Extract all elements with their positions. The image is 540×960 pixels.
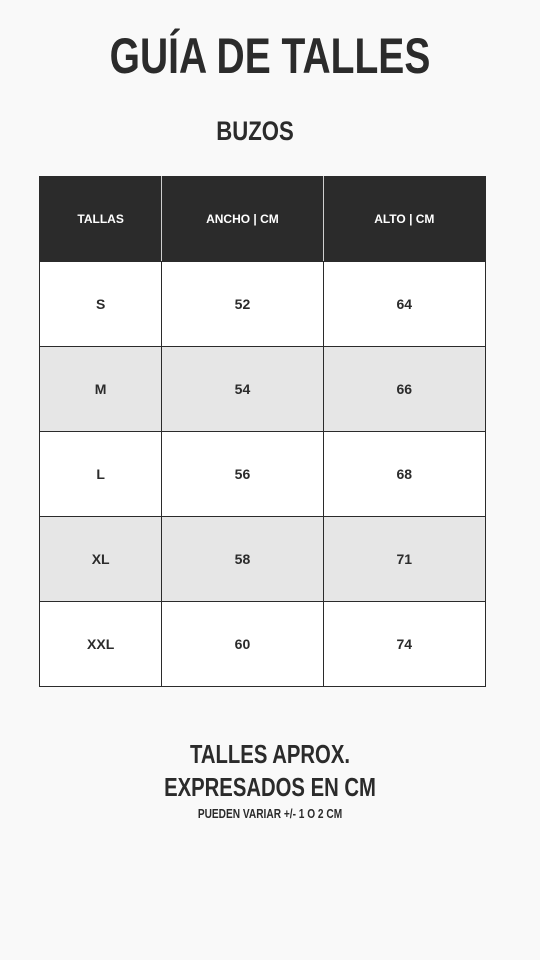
cell-ancho: 52 (162, 262, 323, 347)
cell-ancho: 58 (162, 517, 323, 602)
cell-alto: 68 (323, 432, 485, 517)
cell-size: XL (40, 517, 162, 602)
table-row (40, 517, 486, 602)
table-row (40, 262, 486, 347)
cell-ancho: 56 (162, 432, 323, 517)
header-tallas: TALLAS (40, 177, 162, 262)
footer-note-line-1: TALLES APROX. (190, 739, 350, 769)
cell-alto: 66 (323, 347, 485, 432)
size-table (39, 176, 486, 687)
cell-size: XXL (40, 602, 162, 687)
table-row (40, 602, 486, 687)
page-title: GUÍA DE TALLES (109, 28, 431, 84)
cell-alto: 74 (323, 602, 485, 687)
header-ancho: ANCHO | CM (162, 177, 323, 262)
cell-size: L (40, 432, 162, 517)
cell-ancho: 54 (162, 347, 323, 432)
header-alto: ALTO | CM (323, 177, 485, 262)
page-subtitle: BUZOS (216, 116, 294, 146)
table-header-row (40, 177, 486, 262)
table-row (40, 347, 486, 432)
table-row (40, 432, 486, 517)
footer-note-line-3: PUEDEN VARIAR +/- 1 O 2 CM (197, 806, 343, 821)
cell-alto: 64 (323, 262, 485, 347)
footer-note-line-2: EXPRESADOS EN CM (164, 772, 376, 802)
cell-alto: 71 (323, 517, 485, 602)
cell-size: M (40, 347, 162, 432)
cell-ancho: 60 (162, 602, 323, 687)
cell-size: S (40, 262, 162, 347)
